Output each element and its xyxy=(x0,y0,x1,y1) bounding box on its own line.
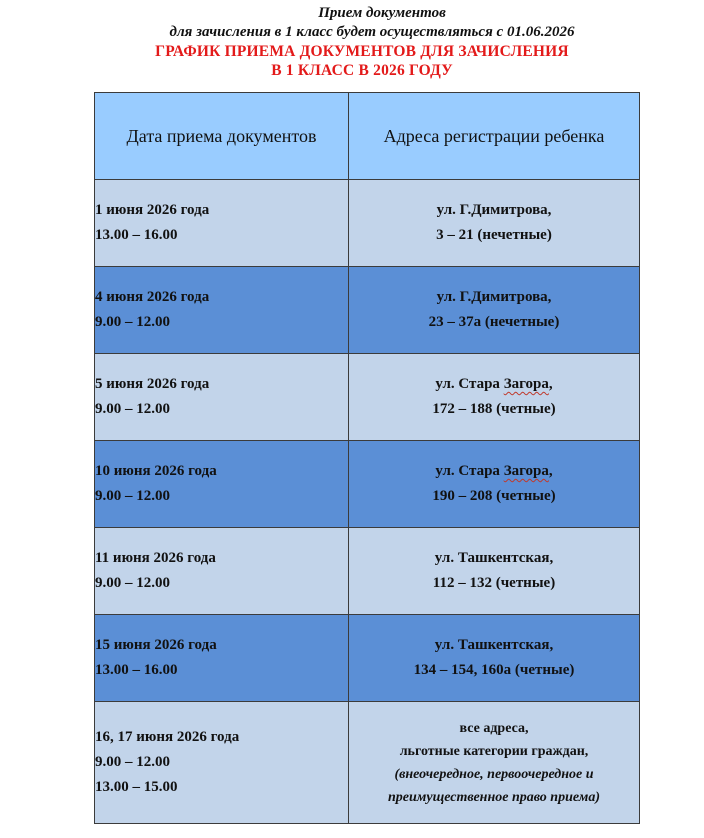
table-row xyxy=(95,615,640,702)
street-name-spellcheck: Загора xyxy=(503,463,549,479)
date-cell xyxy=(95,354,349,441)
street-suffix: , xyxy=(548,376,553,392)
street-text: ул. Ташкентская, xyxy=(434,637,554,653)
date-text: 15 июня 2026 года xyxy=(95,637,217,653)
priority-note-text-2: преимущественное право приема) xyxy=(388,789,600,805)
address-cell xyxy=(349,441,640,528)
street-suffix: , xyxy=(548,463,553,479)
time-text: 9.00 – 12.00 xyxy=(95,401,170,417)
house-range-text: 190 – 208 (четные) xyxy=(432,488,556,504)
street-prefix: ул. Стара xyxy=(435,463,504,479)
column-header-date: Дата приема документов xyxy=(95,93,349,180)
time-text: 9.00 – 12.00 xyxy=(95,488,170,504)
street-name-spellcheck: Загора xyxy=(503,376,549,392)
page-header xyxy=(0,4,704,80)
table-row xyxy=(95,180,640,267)
street-prefix: ул. Стара xyxy=(435,376,504,392)
time-text-2: 13.00 – 15.00 xyxy=(95,779,178,795)
table-header-row xyxy=(95,93,640,180)
table-row xyxy=(95,441,640,528)
date-cell xyxy=(95,615,349,702)
date-cell xyxy=(95,441,349,528)
time-text: 9.00 – 12.00 xyxy=(95,754,170,770)
street-text xyxy=(349,459,639,484)
column-header-address: Адреса регистрации ребенка xyxy=(349,93,640,180)
street-text xyxy=(349,372,639,397)
schedule-title-line-2: В 1 КЛАСС В 2026 ГОДУ xyxy=(271,62,453,79)
address-cell xyxy=(349,354,640,441)
table-row xyxy=(95,267,640,354)
date-cell xyxy=(95,528,349,615)
time-text: 9.00 – 12.00 xyxy=(95,314,170,330)
house-range-text: 134 – 154, 160а (четные) xyxy=(413,662,575,678)
date-text: 10 июня 2026 года xyxy=(95,463,217,479)
date-text: 16, 17 июня 2026 года xyxy=(95,729,240,745)
address-cell xyxy=(349,180,640,267)
time-text: 13.00 – 16.00 xyxy=(95,227,178,243)
date-cell xyxy=(95,702,349,824)
address-cell xyxy=(349,528,640,615)
date-text: 4 июня 2026 года xyxy=(95,289,210,305)
priority-note-text: (внеочередное, первоочередное и xyxy=(394,766,594,782)
house-range-text: 112 – 132 (четные) xyxy=(432,575,556,591)
house-range-text: 172 – 188 (четные) xyxy=(432,401,556,417)
address-cell xyxy=(349,267,640,354)
house-range-text: 3 – 21 (нечетные) xyxy=(436,227,552,243)
all-addresses-text: все адреса, xyxy=(459,720,529,736)
header-line-1: Прием документов xyxy=(318,5,446,21)
date-cell xyxy=(95,180,349,267)
table-row xyxy=(95,528,640,615)
street-text: ул. Г.Димитрова, xyxy=(436,202,552,218)
privileged-categories-text: льготные категории граждан, xyxy=(399,743,589,759)
date-text: 1 июня 2026 года xyxy=(95,202,210,218)
date-text: 5 июня 2026 года xyxy=(95,376,210,392)
table-row xyxy=(95,354,640,441)
schedule-title: ГРАФИК ПРИЕМА ДОКУМЕНТОВ ДЛЯ ЗАЧИСЛЕНИЯ xyxy=(155,43,569,60)
schedule-table xyxy=(94,92,640,824)
house-range-text: 23 – 37а (нечетные) xyxy=(428,314,560,330)
street-text: ул. Ташкентская, xyxy=(434,550,554,566)
time-text: 9.00 – 12.00 xyxy=(95,575,170,591)
street-text: ул. Г.Димитрова, xyxy=(436,289,552,305)
date-cell xyxy=(95,267,349,354)
table-row xyxy=(95,702,640,824)
address-cell xyxy=(349,615,640,702)
date-text: 11 июня 2026 года xyxy=(95,550,216,566)
time-text: 13.00 – 16.00 xyxy=(95,662,178,678)
address-cell xyxy=(349,702,640,824)
header-line-2: для зачисления в 1 класс будет осуществляться с 01.06.2026 xyxy=(169,24,575,40)
